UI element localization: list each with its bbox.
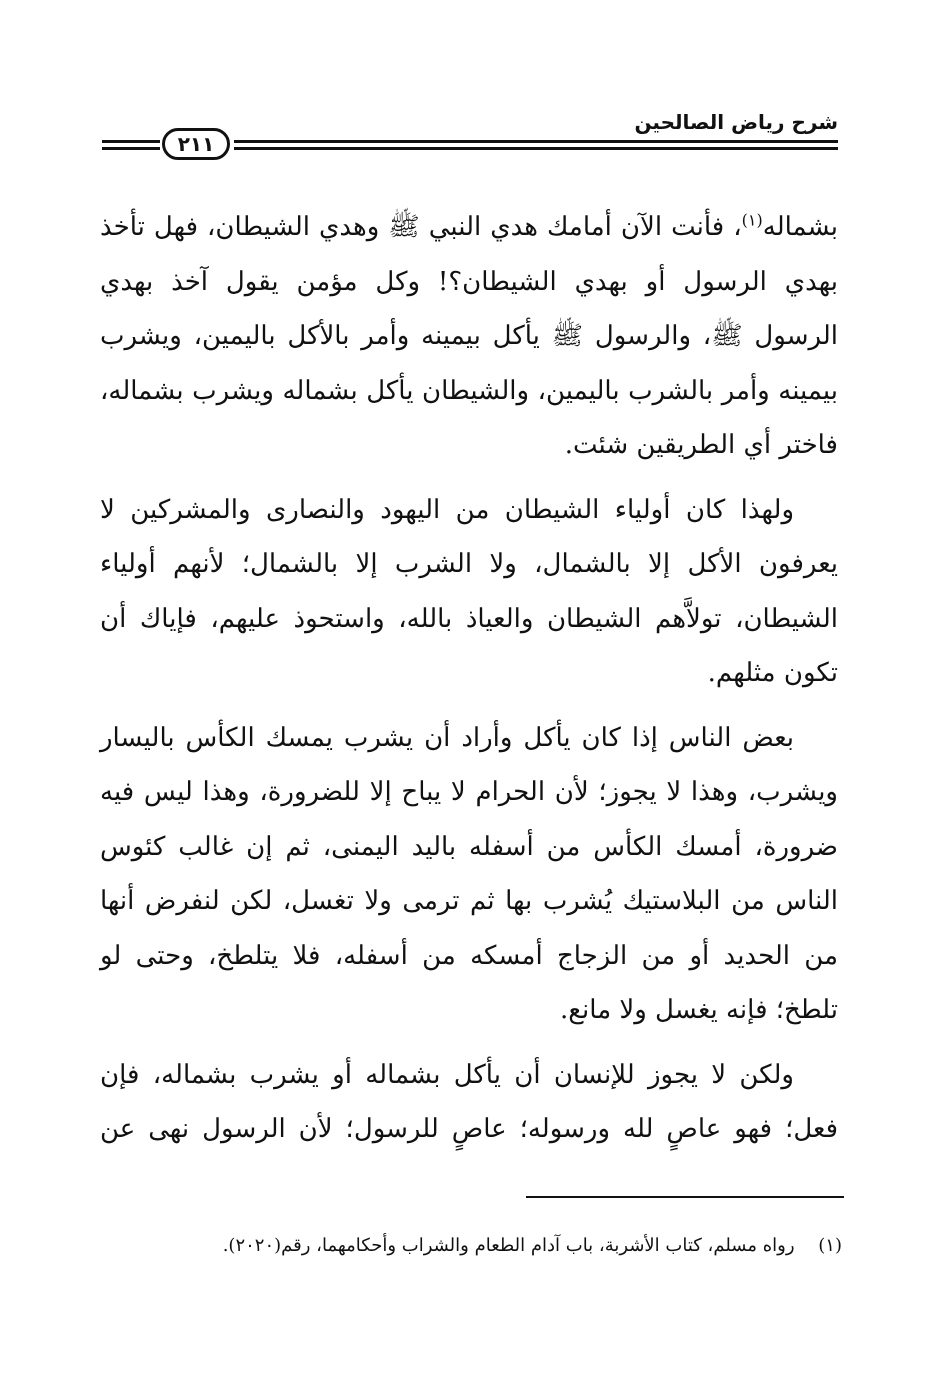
- footnote-reference[interactable]: (١): [741, 210, 763, 230]
- footnote: [130, 1232, 842, 1260]
- paragraph-text: ، فأنت الآن أمامك هدي النبي ﷺ وهدي الشيطان، فهل تأخذ بهدي الرسول أو بهدي الشيطان؟! وكل مؤمن يقول آخذ بهدي الرسول ﷺ، والرسول ﷺ يأكل بيمينه وأمر بالأكل باليمين، ويشرب بيمينه وأمر بالشرب باليمين، والشيطان يأكل بشماله ويشرب بشماله، فاختر أي الطريقين شئت.: [100, 212, 838, 460]
- paragraph: بعض الناس إذا كان يأكل وأراد أن يشرب يمسك الكأس باليسار ويشرب، وهذا لا يجوز؛ لأن الحرام لا يباح إلا للضرورة، وهذا ليس فيه ضرورة، أمسك الكأس من أسفله باليد اليمنى، ثم إن غالب كئوس الناس من البلاستيك يُشرب بها ثم ترمى ولا تغسل، لكن لنفرض أنها من الحديد أو من الزجاج أمسكه من أسفله، فلا يتلطخ، وحتى لو تلطخ؛ فإنه يغسل ولا مانع.: [100, 722, 838, 1025]
- page-number-frame: [162, 128, 230, 160]
- paragraph: [100, 200, 838, 473]
- main-text: [100, 200, 838, 1167]
- footnote-text: رواه مسلم، كتاب الأشربة، باب آدام الطعام والشراب وأحكامهما، رقم(٢٠٢٠).: [222, 1235, 795, 1256]
- header-rule: [234, 140, 838, 143]
- footnote-separator: [526, 1196, 844, 1198]
- paragraph-text: بشماله: [762, 212, 838, 242]
- page-number: ٢١١: [177, 132, 215, 156]
- header-rule: [102, 140, 160, 143]
- paragraph: ولكن لا يجوز للإنسان أن يأكل بشماله أو يشرب بشماله، فإن فعل؛ فهو عاصٍ لله ورسوله؛ عاصٍ للرسول؛ لأن الرسول نهى عن: [100, 1059, 838, 1144]
- running-header-title: شرح رياض الصالحين: [634, 110, 838, 134]
- header-rule: [234, 147, 838, 150]
- paragraph: ولهذا كان أولياء الشيطان من اليهود والنصارى والمشركين لا يعرفون الأكل إلا بالشمال، ولا الشرب إلا بالشمال؛ لأنهم أولياء الشيطان، تولاَّهم الشيطان والعياذ بالله، واستحوذ عليهم، فإياك أن تكون مثلهم.: [100, 494, 838, 688]
- header-rule: [102, 147, 160, 150]
- footnote-number: (١): [818, 1235, 842, 1256]
